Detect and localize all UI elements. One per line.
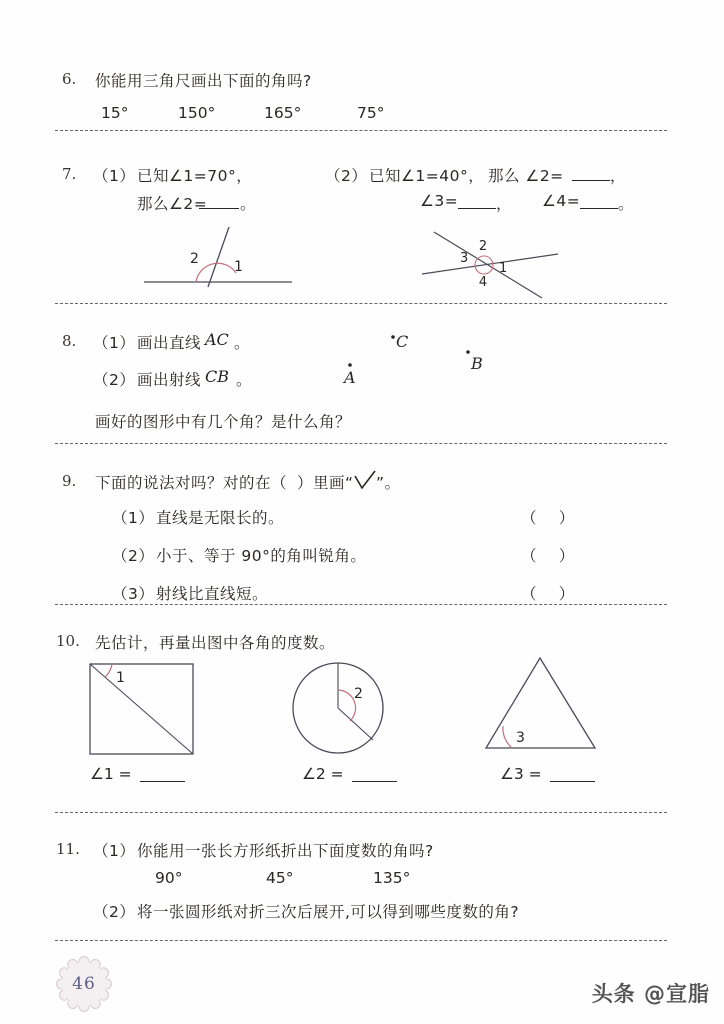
question-9-item-1-label: （2） bbox=[112, 547, 155, 565]
question-10-triangle-answer-label: ∠3 = bbox=[500, 765, 542, 783]
question-7-part2-blank-4 bbox=[580, 208, 618, 209]
question-7-part2-line1a: 已知∠1=40°， bbox=[369, 167, 485, 185]
section-separator bbox=[55, 443, 667, 444]
question-11-angle-0: 90° bbox=[155, 869, 183, 887]
question-10-square-blank bbox=[140, 781, 185, 782]
question-10-triangle-blank bbox=[550, 781, 595, 782]
question-9-prompt-b: ）里画“ bbox=[297, 474, 354, 492]
question-7-part1-end: 。 bbox=[240, 195, 257, 213]
question-6-angle-1: 150° bbox=[178, 104, 216, 122]
question-7-number: 7. bbox=[62, 165, 77, 183]
question-7-part2-blank-3 bbox=[458, 208, 496, 209]
question-7-fig2-angle-1: 1 bbox=[499, 261, 508, 276]
question-7-part1-blank bbox=[199, 208, 239, 209]
page-number: 46 bbox=[72, 974, 96, 994]
question-6-angle-0: 15° bbox=[101, 104, 129, 122]
point-a-label: A bbox=[344, 368, 356, 387]
question-8-part2-text: 画出射线 bbox=[137, 371, 202, 389]
question-7-part2-blank-2 bbox=[572, 180, 610, 181]
question-7-fig2-angle-4: 4 bbox=[478, 275, 488, 290]
question-7-part2-line2d: 。 bbox=[618, 195, 635, 213]
question-10-figure-square bbox=[88, 662, 203, 757]
question-11-number: 11. bbox=[56, 840, 80, 858]
question-8-number: 8. bbox=[62, 332, 77, 350]
question-9-item-0-box[interactable]: （ ） bbox=[521, 509, 575, 527]
question-9-number: 9. bbox=[62, 472, 77, 490]
question-6-prompt: 你能用三角尺画出下面的角吗? bbox=[95, 72, 312, 90]
question-11-angle-1: 45° bbox=[266, 869, 294, 887]
question-10-figure-circle bbox=[288, 660, 393, 760]
question-7-part1-line2: 那么∠2= bbox=[137, 195, 208, 213]
question-9-item-2-box[interactable]: （ ） bbox=[521, 585, 575, 603]
page-number-badge bbox=[56, 956, 112, 1012]
question-8-part1-end: 。 bbox=[234, 334, 251, 352]
question-8-part2-math: CB bbox=[205, 367, 229, 386]
question-10-figure-triangle bbox=[482, 654, 607, 754]
section-separator bbox=[55, 604, 667, 605]
question-10-circle-blank bbox=[352, 781, 397, 782]
question-9-item-0-label: （1） bbox=[112, 509, 155, 527]
question-7-fig2-angle-3: 3 bbox=[460, 251, 469, 266]
question-8-part2-end: 。 bbox=[236, 371, 253, 389]
question-8-part1-text: 画出直线 bbox=[137, 334, 202, 352]
question-7-figure-2 bbox=[412, 226, 602, 306]
question-7-figure-1 bbox=[140, 225, 300, 295]
question-9-prompt-a: 下面的说法对吗？对的在（ bbox=[95, 474, 288, 492]
question-7-part1-label: （1） bbox=[93, 167, 136, 185]
question-10-circle-answer-label: ∠2 = bbox=[302, 765, 344, 783]
checkmark-icon bbox=[352, 470, 378, 492]
question-8-part1-label: （1） bbox=[93, 334, 136, 352]
question-10-square-angle-label: 1 bbox=[116, 670, 125, 686]
section-separator bbox=[55, 130, 667, 131]
question-7-part2-label: （2） bbox=[325, 167, 368, 185]
question-11-part2-text: 将一张圆形纸对折三次后展开,可以得到哪些度数的角? bbox=[137, 903, 520, 921]
question-8-part2-label: （2） bbox=[93, 371, 136, 389]
question-7-part2-line2a: ∠3= bbox=[420, 192, 459, 210]
question-7-fig1-angle-1: 1 bbox=[234, 259, 243, 275]
question-11-part1-label: （1） bbox=[93, 842, 136, 860]
question-10-square-answer-label: ∠1 = bbox=[90, 765, 132, 783]
question-9-item-1-box[interactable]: （ ） bbox=[521, 547, 575, 565]
question-9-item-0-text: 直线是无限长的。 bbox=[156, 509, 285, 527]
question-11-angle-2: 135° bbox=[373, 869, 411, 887]
question-11-part2-label: （2） bbox=[93, 903, 136, 921]
question-9-prompt-c: ”。 bbox=[376, 474, 401, 492]
point-c-label: C bbox=[396, 332, 409, 351]
point-c-dot bbox=[391, 335, 395, 339]
question-10-triangle-angle-label: 3 bbox=[516, 730, 525, 746]
question-7-part2-line1b: 那么 ∠2= bbox=[488, 167, 564, 185]
question-10-number: 10. bbox=[56, 632, 80, 650]
question-7-part2-line1c: ， bbox=[610, 167, 627, 185]
question-9-item-2-label: （3） bbox=[112, 585, 155, 603]
question-10-circle-angle-label: 2 bbox=[354, 686, 363, 702]
question-8-points bbox=[330, 325, 510, 400]
question-7-fig2-angle-2: 2 bbox=[478, 239, 488, 254]
question-7-fig1-angle-2: 2 bbox=[190, 251, 199, 267]
question-10-prompt: 先估计，再量出图中各角的度数。 bbox=[95, 634, 336, 652]
question-6-angle-2: 165° bbox=[264, 104, 302, 122]
question-6-angle-3: 75° bbox=[357, 104, 385, 122]
point-b-dot bbox=[466, 350, 470, 354]
question-9-item-2-text: 射线比直线短。 bbox=[156, 585, 269, 603]
watermark: 头条 @宣脂 bbox=[591, 982, 710, 1006]
question-7-part2-line2c: ∠4= bbox=[542, 192, 581, 210]
section-separator bbox=[55, 940, 667, 941]
point-a-dot bbox=[348, 363, 352, 367]
point-b-label: B bbox=[471, 354, 483, 373]
question-8-part3-text: 画好的图形中有几个角？是什么角？ bbox=[95, 413, 352, 431]
question-9-item-1-text: 小于、等于 90°的角叫锐角。 bbox=[156, 547, 367, 565]
question-8-part1-math: AC bbox=[205, 330, 229, 349]
question-7-part1-line1: 已知∠1=70°， bbox=[137, 167, 253, 185]
question-7-part2-line2b: ， bbox=[496, 195, 513, 213]
question-11-part1-text: 你能用一张长方形纸折出下面度数的角吗? bbox=[137, 842, 434, 860]
question-6-number: 6. bbox=[62, 70, 77, 88]
section-separator bbox=[55, 812, 667, 813]
